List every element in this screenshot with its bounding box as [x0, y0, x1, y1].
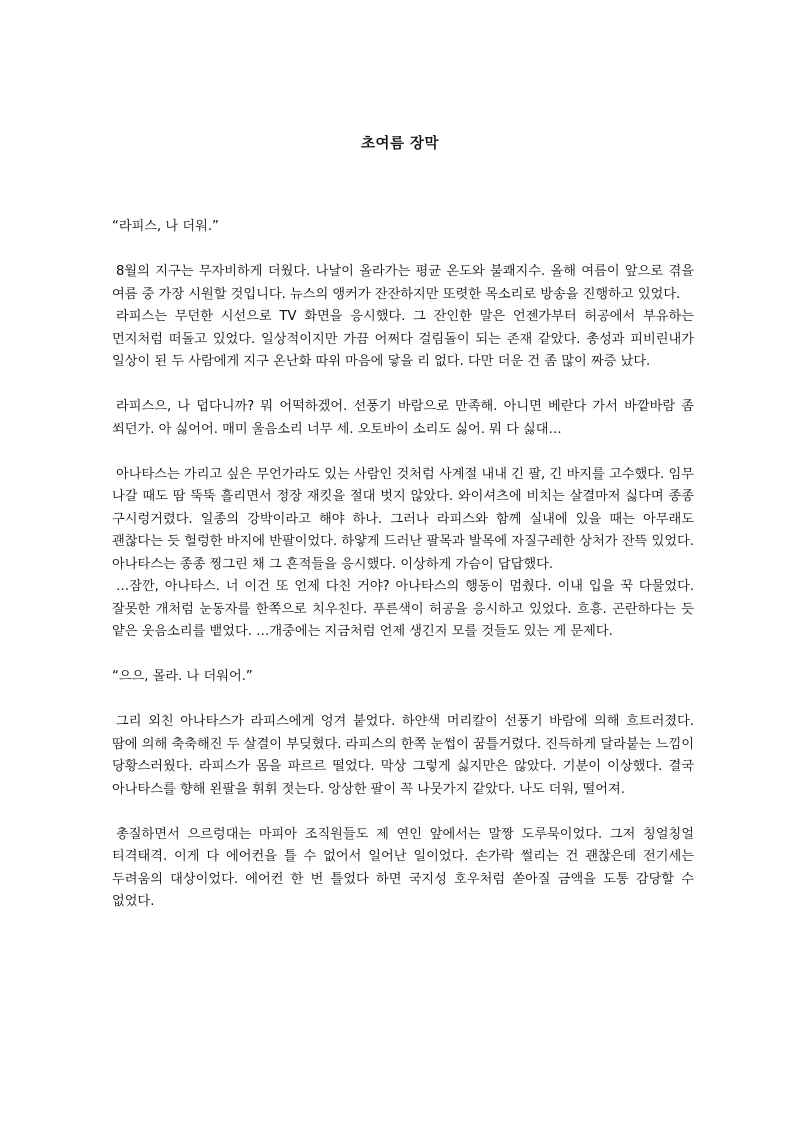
paragraph-spacer: [112, 689, 694, 712]
paragraph-spacer: [112, 239, 694, 262]
paragraph-spacer: [112, 441, 694, 464]
paragraph-spacer: [112, 644, 694, 667]
paragraph-3: 라피스는 무던한 시선으로 TV 화면을 응시했다. 그 잔인한 말은 언젠가부터 허공에서 부유하는 먼지처럼 떠돌고 있었다. 일상적이지만 가끔 어쩌다 걸림돌이 되는 존재 같았다. 총성과 피비린내가 일상이 된 두 사람에게 지구 온난화 따위 마음에 닿을 리 없다. 다만 더운 건 좀 많이 짜증 났다.: [112, 309, 694, 369]
paragraph-6: …잠깐, 아나타스. 너 이건 또 언제 다친 거야? 아나타스의 행동이 멈췄다. 이내 입을 꾹 다물었다. 잘못한 개처럼 눈동자를 한쪽으로 치우친다. 푸른색이 허공을 응시하고 있었다. 흐흥. 곤란하다는 듯 얕은 웃음소리를 뱉었다. …개중에는 지금처럼 언제 생긴지 모를 것들도 있는 게 문제다.: [112, 579, 694, 639]
paragraph-2: 8월의 지구는 무자비하게 더웠다. 나날이 올라가는 평균 온도와 불쾌지수. 올해 여름이 앞으로 겪을 여름 중 가장 시원할 것입니다. 뉴스의 앵커가 잔잔하지만 또렷한 목소리로 방송을 진행하고 있었다.: [112, 264, 694, 302]
paragraph-9: 총질하면서 으르렁대는 마피아 조직원들도 제 연인 앞에서는 말짱 도루묵이었다. 그저 칭얼칭얼 티격태격. 이게 다 에어컨을 틀 수 없어서 일어난 일이었다. 손가락 썰리는 건 괜찮은데 전기세는 두려움의 대상이었다. 에어컨 한 번 틀었다 하면 국지성 호우처럼 쏟아질 금액을 도통 감당할 수 없었다.: [112, 826, 694, 909]
paragraph-5: 아나타스는 가리고 싶은 무언가라도 있는 사람인 것처럼 사계절 내내 긴 팔, 긴 바지를 고수했다. 임무 나갈 때도 땀 뚝뚝 흘리면서 정장 재킷을 절대 벗지 않았다. 와이셔츠에 비치는 살결마저 싫다며 종종 구시렁거렸다. 일종의 강박이라고 해야 하나. 그러나 라피스와 함께 실내에 있을 때는 아무래도 괜찮다는 듯 헐렁한 바지에 반팔이었다. 하얗게 드러난 팔목과 발목에 자질구레한 상처가 잔뜩 있었다. 아나타스는 종종 찡그린 채 그 흔적들을 응시했다. 이상하게 가슴이 답답했다.: [112, 466, 694, 572]
paragraph-4: 라피스으, 나 덥다니까? 뭐 어떡하겠어. 선풍기 바람으로 만족해. 아니면 베란다 가서 바깥바람 좀 쐬던가. 아 싫어어. 매미 울음소리 너무 세. 오토바이 소리도 싫어. 뭐 다 싫대…: [112, 399, 694, 437]
paragraph-spacer: [112, 374, 694, 397]
document-title: 초여름 장막: [360, 136, 440, 152]
paragraph-spacer: [112, 801, 694, 824]
document-body: [112, 216, 694, 914]
paragraph-1: “라피스, 나 더워.”: [112, 219, 219, 234]
paragraph-7: “으으, 몰라. 나 더워어.”: [112, 669, 253, 684]
paragraph-8: 그리 외친 아나타스가 라피스에게 엉겨 붙었다. 하얀색 머리칼이 선풍기 바람에 의해 흐트러졌다. 땀에 의해 축축해진 두 살결이 부딪혔다. 라피스의 한쪽 눈썹이 꿈틀거렸다. 진득하게 달라붙는 느낌이 당황스러웠다. 라피스가 몸을 파르르 떨었다. 막상 그렇게 싫지만은 않았다. 기분이 이상했다. 결국 아나타스를 향해 왼팔을 휘휘 젓는다. 앙상한 팔이 꼭 나뭇가지 같았다. 나도 더워, 떨어져.: [112, 714, 694, 797]
